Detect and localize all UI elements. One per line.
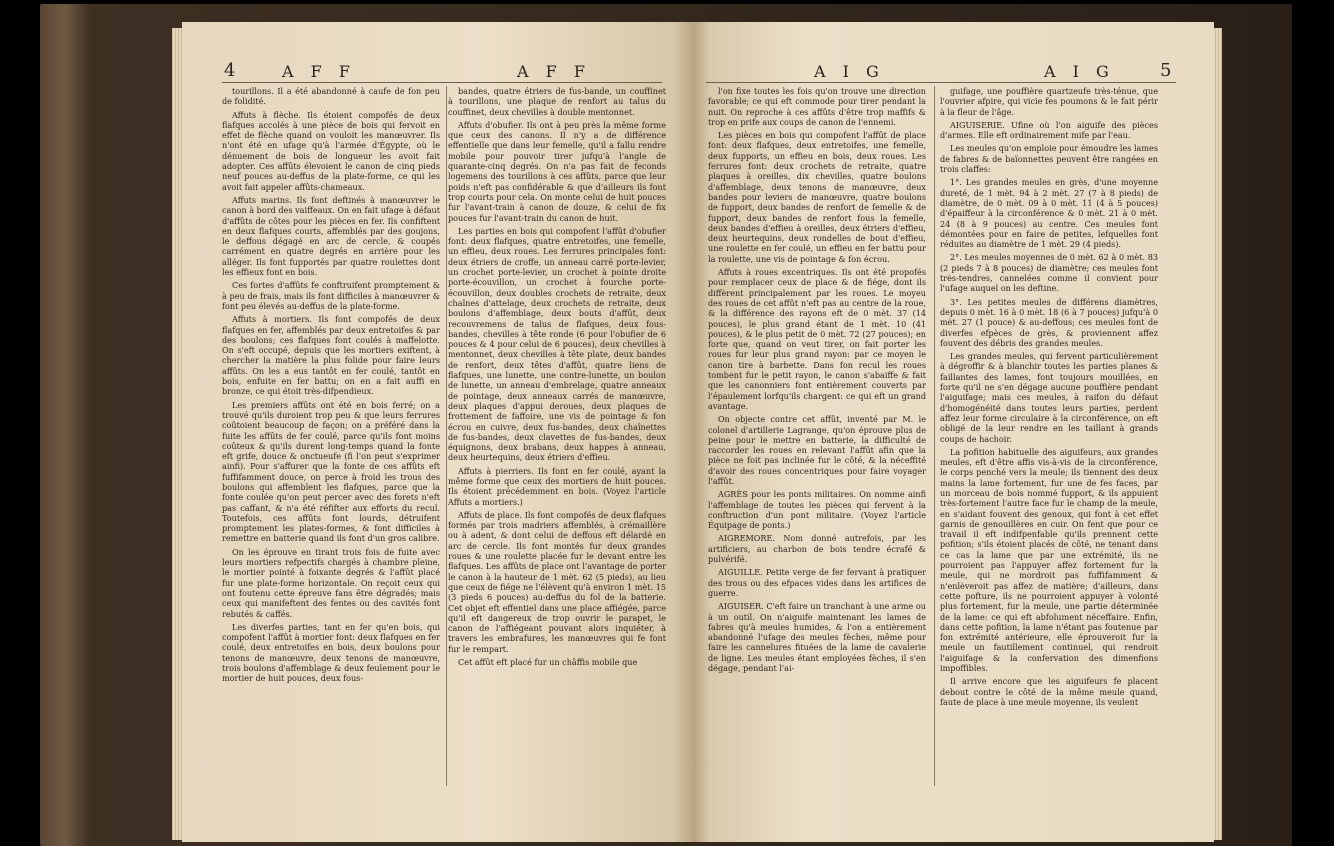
right-head-rule	[706, 82, 1176, 83]
paragraph: Les meules qu'on emploie pour émoudre les lames de fabres & de baïonnettes peuvent être rangées en trois claffes:	[940, 143, 1158, 175]
paragraph: 3°. Les petites meules de différens diamètres, depuis 0 mèt. 16 à 0 mèt. 18 (6 à 7 pouces) jufqu'à 0 mèt. 27 (1 pouce) & au-deffous; ces meules font de diverfes efpèces de grès, & proviennent affez fouvent des débris des grandes meules.	[940, 296, 1158, 348]
paragraph: Affuts d'obufier. Ils ont à peu près la même forme que ceux des canons. Il n'y a de différence effentielle que dans leur femelle, qu'il a fallu rendre mobile pour pouvoir tirer jufqu'à l'angle de quarante-cinq degrés. On n'a pas fait de feconds logemens des tourillons à ces affûts, parce que leur poids n'eft pas confidérable & que d'ailleurs ils font trop courts pour cela. On monte celui de huit pouces fur l'avant-train à canon de douze, & celui de fix pouces fur l'avant-train du canon de huit.	[448, 119, 666, 223]
paragraph: Affuts de place. Ils font compofés de deux flafques formés par trois madriers affemblés, à crémaillère ou à adent, & dont celui de deffous eft délardé en arc de cercle. Ils font montés fur deux grandes roues & une roulette placée fur le devant entre les flafques. Les affûts de place ont l'avantage de porter le canon à la hauteur de 1 mèt. 62 (5 pieds), au lieu que ceux de fiége ne l'élèvent qu'à environ 1 mèt. 15 (3 pieds 6 pouces) au-deffus du fol de la batterie. Cet objet eft effentiel dans une place affiégée, parce qu'il eft dangereux de trop ouvrir le parapet, le canon de l'affiégeant pouvant alors inquiéter, à travers les embrafures, les manœuvres qui fe font fur le rempart.	[448, 509, 666, 654]
right-column-1	[708, 86, 926, 676]
right-running-head-1: A I G	[814, 62, 885, 81]
paragraph: On objecte contre cet affût, inventé par M. le colonel d'artillerie Lagrange, qu'on éprouve plus de peine pour le mettre en batterie, la difficulté de raccorder les roues en relevant l'affût afin que la pièce ne foit pas inclinée fur le côté, & la néceffité d'avoir des roues concentriques pour faire voyager l'affût.	[708, 414, 926, 486]
paragraph: Ces fortes d'affûts fe conftruifent promptement & à peu de frais, mais ils font difficiles à manœuvrer & font peu élevés au-deffus de la plate-forme.	[222, 280, 440, 311]
paragraph: Les pièces en bois qui compofent l'affût de place font: deux flafques, deux entretoifes, une femelle, deux fupports, un effieu en bois, deux roues. Les ferrures font: deux crochets de retraite, quatre plaques à oreilles, dix chevilles, quatre boulons d'affemblage, deux tenons de manœuvre, deux bandes pour leviers de manœuvre, quatre boulons de fupport, deux bandes de renfort de femelle & de fupport, deux bandes de renfort fous la femelle, deux bandes d'effieu à oreilles, deux étriers d'effieu, deux heurtequins, deux rondelles de bout d'effieu, une roulette en fer coulé, un effieu en fer battu pour la roulette, une vis de pointage & fon écrou.	[708, 130, 926, 264]
left-column-divider	[446, 86, 447, 786]
paragraph: On les éprouve en tirant trois fois de fuite avec leurs mortiers refpectifs chargés à chambre pleine, le mortier pointé à foixante degrés & l'affût placé fur une plate-forme horizontale. On reçoit ceux qui ont foutenu cette épreuve fans être dégradés; mais ceux qui manifeftent des fentes ou des cavités font rebutés & caffés.	[222, 546, 440, 619]
paragraph: tourillons. Il a été abandonné à caufe de fon peu de folidité.	[222, 86, 440, 107]
left-running-head-2: A F F	[517, 62, 591, 81]
paragraph: Les diverfes parties, tant en fer qu'en bois, qui compofent l'affût à mortier font: deux flafques en fer coulé, deux entretoifes en bois, deux boulons pour tenons de manœuvre, deux tenons de manœuvre, trois boulons d'affemblage & deux feulement pour le mortier de huit pouces, deux fous-	[222, 621, 440, 684]
paragraph: AGRÈS pour les ponts militaires. On nomme ainfi l'affemblage de toutes les pièces qui fervent à la conftruction d'un pont militaire. (Voyez l'article Équipage de ponts.)	[708, 489, 926, 531]
paragraph: Affuts à mortiers. Ils font compofés de deux flafques en fer, affemblés par deux entretoifes & par des boulons; ces flafques font coulés à maffelotte. On s'eft occupé, depuis que les mortiers exiftent, à chercher la matière la plus folide pour faire leurs affûts. On les a eus tantôt en fer coulé, tantôt en bois, enfuite en fer battu; on en a fait auffi en bronze, ce qui étoit très-difpendieux.	[222, 314, 440, 397]
paragraph: 2°. Les meules moyennes de 0 mèt. 62 à 0 mèt. 83 (2 pieds 7 à 8 pouces) de diamètre; ces meules font très-tendres, cannelées comme il convient pour l'ufage auquel on les deftine.	[940, 252, 1158, 294]
left-page-number: 4	[224, 60, 236, 81]
paragraph: Affuts à flèche. Ils étoient compofés de deux flafques accolés à une pièce de bois qui fervoit en effet de flèche quand on vouloit les manœuvrer. Ils n'ont été en ufage qu'à l'armée d'Égypte, où le dénuement de bois de longueur les avoit fait adopter. Ces affûts élevoient le canon de cinq pieds neuf pouces au-deffus de la plate-forme, ce qui les avoit fait appeler affûts-chameaux.	[222, 109, 440, 192]
paragraph: l'on fixe toutes les fois qu'on trouve une direction favorable; ce qui eft commode pour tirer pendant la nuit. On reproche à ces affûts d'être trop maffifs & trop en prife aux coups de canon de l'ennemi.	[708, 86, 926, 127]
right-column-divider	[934, 86, 935, 786]
right-column-2	[940, 86, 1158, 710]
left-running-head-1: A F F	[282, 62, 356, 81]
paragraph: AIGUISER. C'eft faire un tranchant à une arme ou à un outil. On n'aiguife maintenant les lames de fabres qu'à meules humides, & l'on a entièrement abandonné l'ufage des meules fèches, même pour faire les cannelures fituées de la lame de cavalerie de ligne. Les meules étant employées fèches, il s'en dégage, pendant l'ai-	[708, 601, 926, 674]
paragraph: Affuts marins. Ils font deftinés à manœuvrer le canon à bord des vaiffeaux. On en fait ufage à défaut d'affûts de côtes pour les pièces en fer. Ils confiftent en deux flafques courts, affemblés par des goujons, le deffous dégagé en arc de cercle, & coupés carrément en quatre degrés en arrière pour les alléger. Ils font fupportés par quatre roulettes dont les effieux font en bois.	[222, 194, 440, 278]
paragraph: Les grandes meules, qui fervent particulièrement à dégroffir & à blanchir toutes les parties planes & faillantes des lames, font toujours mouillées, en forte qu'il ne s'en dégage aucune pouffière pendant l'aiguifage; mais ces meules, à raifon du défaut d'homogénéité dans toutes leurs parties, perdent affez leur forme circulaire à la circonférence, on eft obligé de la leur rendre en les taillant à grands coups de hachoir.	[940, 351, 1158, 444]
paragraph: Les premiers affûts ont été en bois ferré; on a trouvé qu'ils duroient trop peu & que leurs ferrures coûtoient beaucoup de façon; on a préféré dans la fuite les affûts de fer coulé, parce qu'ils font moins coûteux & qu'ils durent long-temps quand la fonte eft grife, douce & onctueufe (fi l'on peut s'exprimer ainfi). Pour s'affurer que la fonte de ces affûts eft fuffifamment douce, on perce à froid les trous des boulons qui affemblent les flafques, parce que la fonte coulée qu'on peut percer avec des forets n'eft pas caffant, & n'a été réfifter aux efforts du recul. Toutefois, ces affûts font lourds, détruifent promptement les plates-formes, & font difficiles à remettre en batterie quand ils font d'un gros calibre.	[222, 399, 440, 544]
left-column-2	[448, 86, 666, 670]
paragraph: Les parties en bois qui compofent l'affût d'obufier font: deux flafques, quatre entretoifes, une femelle, un effieu, deux roues. Les ferrures principales font: deux étriers de croffe, un anneau carré porte-levier, un crochet porte-levier, un crochet à pointe droite porte-écouvillon, un crochet à fourche porte-écouvillon, deux doubles crochets de retraite, deux chaînes d'attelage, deux crochets de retraite, deux boulons d'affemblage, deux bouts d'affût, deux recouvremens de talus de flafques, deux fous-bandes, chevilles à tête ronde (6 pour l'obufier de 6 pouces & 4 pour celui de 6 pouces), deux chevilles à mentonnet, deux chevilles à tête plate, deux bandes de renfort, deux têtes d'affût, quatre liens de flafques, une lunette, une contre-lunette, un boulon de lunette, un anneau d'embrelage, quatre anneaux de pointage, deux anneaux carrés de manœuvre, deux plaques d'appui deroues, deux plaques de frottement de faffoire, une vis de pointage & fon écrou en cuivre, deux fus-bandes, deux chaînettes de fus-bandes, deux clavettes de fus-bandes, deux équignons, deux brabans, deux happes à anneau, deux heurtequins, deux étriers d'effieu.	[448, 225, 666, 463]
paragraph: AIGUISERIE. Ufine où l'on aiguife des pièces d'armes. Elle eft ordinairement mife par l'eau.	[940, 119, 1158, 141]
paragraph: guifage, une pouffière quartzeufe très-ténue, que l'ouvrier afpire, qui vicie fes poumons & le fait périr à la fleur de l'âge.	[940, 86, 1158, 117]
paragraph: Cet affût eft placé fur un châffis mobile que	[458, 657, 638, 668]
right-page	[694, 22, 1214, 842]
left-page	[182, 22, 694, 842]
paragraph: bandes, quatre étriers de fus-bande, un couffinet à tourillons, une plaque de renfort au talus du couffinet, deux chevilles à double mentonnet.	[448, 86, 666, 117]
left-column-1	[222, 86, 440, 687]
paragraph: Affuts à roues excentriques. Ils ont été propofés pour remplacer ceux de place & de fiége, dont ils diffèrent principalement par les roues. Le moyeu des roues de cet affût n'eft pas au centre de la roue, & la différence des rayons eft de 0 mèt. 37 (14 pouces), le plus grand étant de 1 mèt. 10 (41 pouces), & le plus petit de 0 mèt. 72 (27 pouces); en forte que, quand on veut tirer, on fait porter les roues fur leur plus grand rayon: par ce moyen le canon tire à barbette. Dans fon recul les roues tombent fur le petit rayon, le canon s'abaiffe & fait que les canonniers font entièrement couverts par l'épaulement lorfqu'ils chargent: ce qui eft un grand avantage.	[708, 267, 926, 411]
paragraph: La pofition habituelle des aiguifeurs, aux grandes meules, eft d'être affis vis-à-vis de la circonférence, le corps penché vers la meule; ils tiennent des deux mains la lame fortement, fur une de fes faces, par un morceau de bois nommé fupport, & ils appuient très-fortement l'autre face fur le champ de la meule, en s'aidant fouvent des genoux, qui font à cet effet garnis de genouillères en cuir. On fent que pour ce travail il eft indifpenfable qu'ils prennent cette pofition; s'ils étoient placés de côté, ne tenant dans ce cas la lame que par une extrémité, ils ne pourroient pas l'appuyer affez fortement fur la meule, qui ne mordroit pas fuffifamment & n'enlèveroit pas affez de matière; d'ailleurs, dans cette pofture, ils ne pourroient appuyer à volonté plus fortement, fur la meule, une partie déterminée de la lame: ce qui eft abfolument néceffaire. Enfin, dans cette pofition, la lame n'étant pas foutenue par fon extrémité antérieure, elle éprouveroit fur la meule un fautillement continuel, qui rendroit l'aiguifage & la confervation des dimenfions impoffibles.	[940, 446, 1158, 674]
left-head-rule	[222, 82, 662, 83]
right-running-head-2: A I G	[1044, 62, 1115, 81]
right-page-number: 5	[1160, 60, 1172, 81]
paragraph: Affuts à pierriers. Ils font en fer coulé, ayant la même forme que ceux des mortiers de huit pouces. Ils étoient précédemment en bois. (Voyez l'article Affuts a mortiers.)	[448, 465, 666, 507]
paragraph: 1°. Les grandes meules en grès, d'une moyenne dureté, de 1 mèt. 94 à 2 mèt. 27 (7 à 8 pieds) de diamètre, de 0 mèt. 09 à 0 mèt. 11 (4 à 5 pouces) d'épaiffeur à la circonférence & 0 mèt. 21 à 0 mèt. 24 (8 à 9 pouces) au centre. Ces meules font démontées pour en faire de petites, lefquelles font réduites au diamètre de 1 mèt. 29 (4 pieds).	[940, 177, 1158, 250]
paragraph: Il arrive encore que les aiguifeurs fe placent debout contre le côté de la même meule quand, faute de place à une meule moyenne, ils veulent	[940, 676, 1158, 707]
paragraph: AIGREMORE. Nom donné autrefois, par les artificiers, au charbon de bois tendre écrafé & pulvérifé.	[708, 533, 926, 565]
paragraph: AIGUILLE. Petite verge de fer fervant à pratiquer des trous ou des efpaces vides dans les artifices de guerre.	[708, 567, 926, 598]
